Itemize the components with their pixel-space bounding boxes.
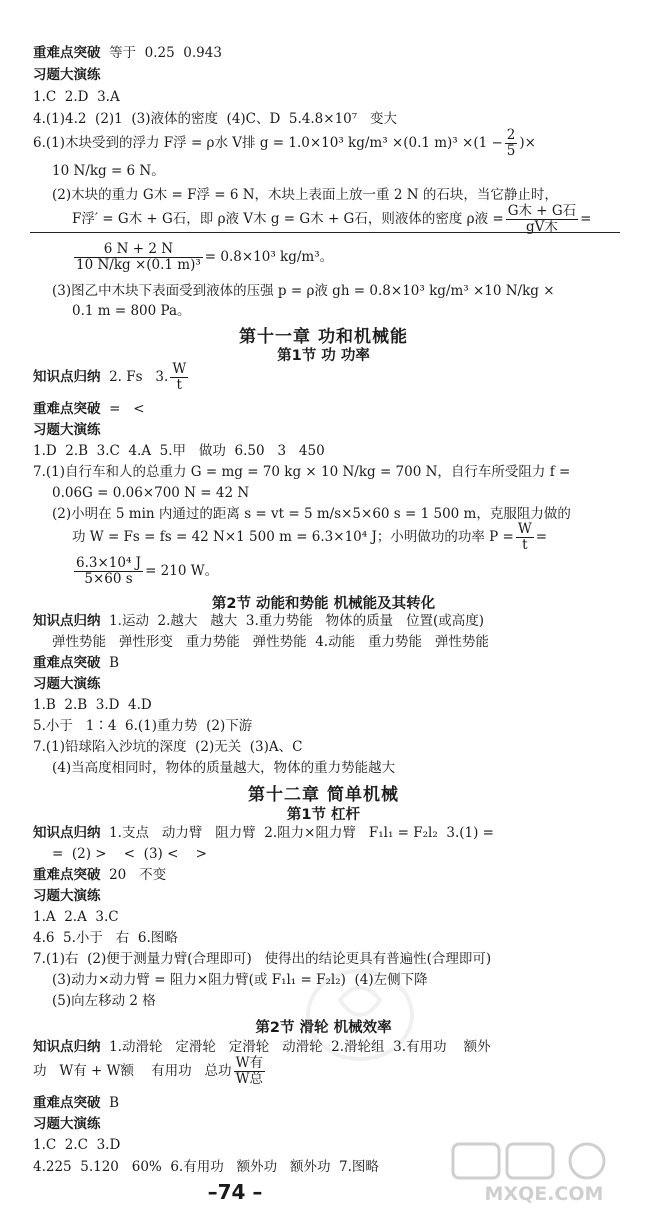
numerator: 2 [506, 127, 516, 143]
fraction [234, 1056, 265, 1087]
text: 20 不变 [100, 867, 167, 883]
text: 等于 0.25 0.943 [100, 45, 222, 61]
line-zd [33, 654, 119, 672]
text: 功 W = Fs = fs = 42 N×1 500 m = 6.3×10⁴ J；小明做功的功率 P = [72, 529, 514, 545]
line-zd-1 [33, 44, 222, 62]
answer-line [33, 1056, 267, 1087]
line-xt: 习题大演练 [33, 422, 101, 438]
answer-line: 0.06G = 0.06×700 N = 42 N [52, 485, 250, 501]
section-title: 第2节 滑轮 机械效率 [255, 1020, 392, 1036]
answer-line [72, 522, 547, 553]
answer-line: 4.6 5.小于 右 6.图略 [33, 930, 178, 946]
denominator: gV木 [525, 219, 558, 235]
fraction [506, 204, 578, 235]
section-title: 第2节 动能和势能 机械能及其转化 [211, 596, 436, 612]
denominator: 10 N/kg ×(0.1 m)³ [76, 257, 201, 273]
text: 1.支点 动力臂 阻力臂 2.阻力×阻力臂 F₁l₁ = F₂l₂ 3.(1) = [100, 825, 494, 841]
answer-line: 1.D 2.B 3.C 4.A 5.甲 做功 6.50 3 450 [33, 443, 325, 459]
numerator: G木 + G石 [507, 203, 577, 219]
fraction [170, 362, 188, 393]
answer-line: 7.(1)自行车和人的总重力 G = mg = 70 kg × 10 N/kg = 700 N，自行车所受阻力 f = [33, 464, 571, 480]
site-logo-watermark-icon [449, 1140, 639, 1206]
line-xt: 习题大演练 [33, 888, 101, 904]
line-kp [33, 612, 484, 630]
answer-line: 4.225 5.120 60% 6.有用功 额外功 额外功 7.图略 [33, 1159, 379, 1175]
chapter-title: 第十二章 简单机械 [248, 785, 399, 805]
stamp-watermark-icon [300, 960, 420, 1070]
line-zd [33, 866, 166, 884]
text: = 210 W。 [145, 563, 219, 579]
line-kp [33, 1038, 491, 1056]
divider-rule [30, 232, 620, 233]
answer-line: 4.(1)4.2 (2)1 (3)液体的密度 (4)C、D 5.4.8×10⁷ 变大 [33, 111, 398, 127]
answer-line: 1.B 2.B 3.D 4.D [33, 697, 152, 713]
denominator: W总 [235, 1071, 263, 1087]
text: 1.动滑轮 定滑轮 定滑轮 动滑轮 2.滑轮组 3.有用功 额外 [100, 1039, 491, 1055]
fraction [505, 128, 518, 159]
answer-line [72, 242, 333, 273]
line-xt: 习题大演练 [33, 1116, 101, 1132]
text: = [580, 211, 592, 227]
answer-line: 7.(1)铅球陷入沙坑的深度 (2)无关 (3)A、C [33, 739, 303, 755]
fraction [74, 556, 143, 587]
line-zd [33, 400, 145, 418]
denominator: t [176, 377, 182, 393]
section-title: 第1节 功 功率 [277, 348, 370, 364]
numerator: W有 [235, 1055, 263, 1071]
line-kp [33, 824, 494, 842]
text: 1.运动 2.越大 越大 3.重力势能 物体的质量 位置(或高度) [100, 613, 485, 629]
label: 重难点突破 [33, 45, 101, 61]
label: 知识点归纳 [33, 613, 101, 629]
chapter-title: 第十一章 功和机械能 [239, 327, 408, 347]
text: )× [519, 135, 536, 151]
text: F浮′ = G木 + G石，即 ρ液 V木 g = G木 + G石，则液体的密度 ρ液 = [72, 211, 504, 227]
text: 6.(1)木块受到的浮力 F浮 = ρ水 V排 g = 1.0×10³ kg/m³ ×(0.1 m)³ ×(1 − [33, 135, 503, 151]
fraction [74, 242, 203, 273]
answer-line: (3)图乙中木块下表面受到液体的压强 p = ρ液 gh = 0.8×10³ kg/m³ ×10 N/kg × [52, 283, 555, 299]
answer-line [72, 556, 218, 587]
label: 知识点归纳 [33, 825, 101, 841]
text: = < [100, 401, 145, 417]
answer-line: (3)动力×动力臂 = 阻力×阻力臂(或 F₁l₁ = F₂l₂) (4)左侧下降 [52, 972, 428, 988]
answer-line: (2)木块的重力 G木 = F浮 = 6 N，木块上表面上放一重 2 N 的石块，当它静止时， [52, 187, 558, 203]
answer-line: 0.1 m = 800 Pa。 [72, 303, 191, 319]
label: 重难点突破 [33, 867, 101, 883]
answer-line: = (2) > < (3) < > [52, 846, 207, 862]
answer-line: (2)小明在 5 min 内通过的距离 s = vt = 5 m/s×5×60 s = 1 500 m，克服阻力做的 [52, 506, 571, 522]
answer-line: 1.C 2.C 3.D [33, 1137, 121, 1153]
answer-line: 弹性势能 弹性形变 重力势能 弹性势能 4.动能 重力势能 弹性势能 [52, 634, 489, 650]
line-xt: 习题大演练 [33, 676, 101, 692]
label: 知识点归纳 [33, 1039, 101, 1055]
answer-line: 10 N/kg = 6 N。 [52, 163, 165, 179]
answer-line: 7.(1)右 (2)便于测量力臂(合理即可) 使得出的结论更具有普遍性(合理即可) [33, 951, 492, 967]
line-kp [33, 362, 190, 393]
numerator: 6.3×10⁴ J [76, 555, 142, 571]
numerator: 6 N + 2 N [74, 242, 203, 258]
text: 功 W有 + W额 有用功 总功 [33, 1063, 232, 1079]
label: 知识点归纳 [33, 369, 101, 385]
watermark-text: MXQE.COM [484, 1183, 604, 1205]
numerator: W [517, 521, 532, 537]
answer-line: 5.小于 1∶4 6.(1)重力势 (2)下游 [33, 718, 253, 734]
denominator: 5×60 s [84, 571, 133, 587]
text: = [535, 529, 548, 545]
answer-line: 1.A 2.A 3.C [33, 909, 119, 925]
text: 2. Fs 3. [100, 369, 169, 385]
section-title: 第1节 杠杆 [286, 807, 361, 823]
answer-line [72, 204, 591, 235]
line-zd [33, 1094, 119, 1112]
numerator: W [172, 361, 187, 377]
denominator: 5 [506, 143, 516, 159]
text: B [100, 1095, 120, 1111]
answer-line [33, 128, 536, 159]
answer-line: 1.C 2.D 3.A [33, 89, 120, 105]
line-xt-1: 习题大演练 [33, 67, 101, 83]
page-number: –74 – [207, 1180, 263, 1204]
text: B [100, 655, 120, 671]
label: 重难点突破 [33, 655, 101, 671]
label: 重难点突破 [33, 1095, 101, 1111]
fraction [516, 522, 534, 553]
answer-line: (5)向左移动 2 格 [52, 993, 156, 1009]
text: = 0.8×10³ kg/m³。 [204, 249, 334, 265]
answer-line: (4)当高度相同时，物体的质量越大，物体的重力势能越大 [52, 760, 396, 776]
denominator: t [522, 537, 528, 553]
label: 重难点突破 [33, 401, 101, 417]
